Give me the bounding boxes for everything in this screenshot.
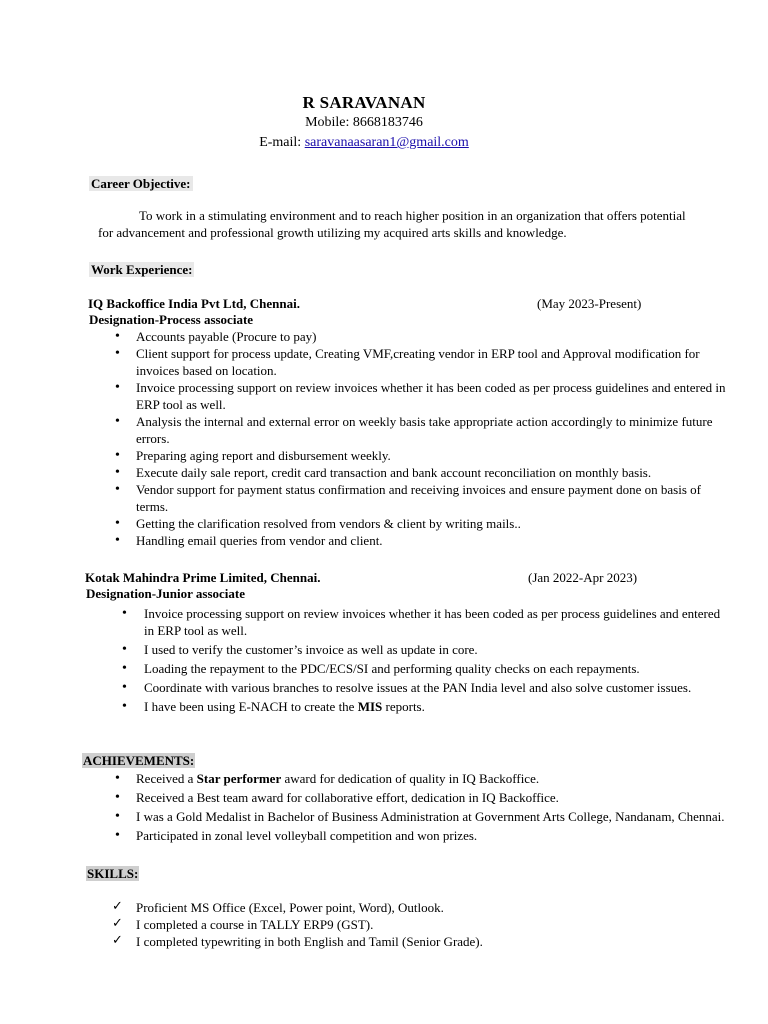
- list-item: • I used to verify the customer’s invoice as well as update in core.: [144, 641, 724, 658]
- list-item: • Invoice processing support on review invoices whether it has been coded as per process guidelines and entered in ERP tool as well.: [144, 605, 724, 639]
- list-item: [144, 698, 724, 715]
- list-item: ✓ Proficient MS Office (Excel, Power point, Word), Outlook.: [112, 899, 444, 915]
- email-line: [0, 134, 728, 152]
- list-item: • Analysis the internal and external error on weekly basis take appropriate action accordingly to minimize future errors.: [136, 413, 726, 447]
- list-item: • I was a Gold Medalist in Bachelor of Business Administration at Government Arts College, Nandanam, Chennai.: [136, 808, 726, 825]
- achievements-list: [136, 770, 726, 846]
- job-company: Kotak Mahindra Prime Limited, Chennai.: [85, 570, 321, 585]
- resume-name: R SARAVANAN: [302, 93, 426, 112]
- list-item: • Handling email queries from vendor and client.: [136, 532, 726, 549]
- job-period: (May 2023-Present): [537, 296, 642, 311]
- list-item: • Client support for process update, Creating VMF,creating vendor in ERP tool and Approval modification for invoices based on location.: [136, 345, 726, 379]
- list-item: ✓ I completed typewriting in both English and Tamil (Senior Grade).: [112, 933, 483, 949]
- list-item: • Received a Star performer award for dedication of quality in IQ Backoffice.: [136, 770, 726, 787]
- list-item: • Vendor support for payment status confirmation and receiving invoices and ensure payment done on basis of terms.: [136, 481, 726, 515]
- checkmark-icon: ✓: [112, 933, 123, 948]
- skills-list: [112, 899, 726, 950]
- email-link[interactable]: saravanaasaran1@gmail.com: [304, 135, 469, 150]
- email-label: E-mail:: [259, 135, 305, 150]
- list-item: ✓ I completed a course in TALLY ERP9 (GST).: [112, 916, 374, 932]
- mis-bold: MIS: [357, 699, 383, 714]
- job-period: (Jan 2022-Apr 2023): [528, 570, 638, 585]
- achievements-heading: ACHIEVEMENTS:: [83, 753, 195, 768]
- checkmark-icon: ✓: [112, 916, 123, 931]
- job-duties-list: [144, 605, 724, 717]
- list-item: • Loading the repayment to the PDC/ECS/SI and performing quality checks on each repayments.: [144, 660, 724, 677]
- job-duties-list: [136, 328, 726, 549]
- list-item: • Received a Best team award for collaborative effort, dedication in IQ Backoffice.: [136, 789, 726, 806]
- job-designation: Designation-Process associate: [89, 312, 254, 327]
- work-experience-heading: Work Experience:: [91, 262, 193, 277]
- mis-text: I have been using E-NACH to create the MIS reports.: [144, 699, 425, 714]
- career-objective-text: To work in a stimulating environment and to reach higher position in an organization that offers potential for advancement and professional growth utilizing my acquired arts skills and knowledge.: [98, 208, 686, 240]
- list-item: • Participated in zonal level volleyball competition and won prizes.: [136, 827, 726, 844]
- career-objective-heading: Career Objective:: [91, 176, 191, 191]
- list-item: • Invoice processing support on review invoices whether it has been coded as per process guidelines and entered in ERP tool as well.: [136, 379, 726, 413]
- list-item: • Preparing aging report and disbursement weekly.: [136, 447, 726, 464]
- mobile-number: Mobile: 8668183746: [305, 115, 423, 130]
- checkmark-icon: ✓: [112, 899, 123, 914]
- job-company: IQ Backoffice India Pvt Ltd, Chennai.: [88, 296, 300, 311]
- list-item: • Getting the clarification resolved from vendors & client by writing mails..: [136, 515, 726, 532]
- job-designation: Designation-Junior associate: [86, 586, 246, 601]
- list-item: • Accounts payable (Procure to pay): [136, 328, 726, 345]
- skills-heading: SKILLS:: [87, 866, 139, 881]
- list-item: • Coordinate with various branches to resolve issues at the PAN India level and also solve customer issues.: [144, 679, 724, 696]
- list-item: • Execute daily sale report, credit card transaction and bank account reconciliation on monthly basis.: [136, 464, 726, 481]
